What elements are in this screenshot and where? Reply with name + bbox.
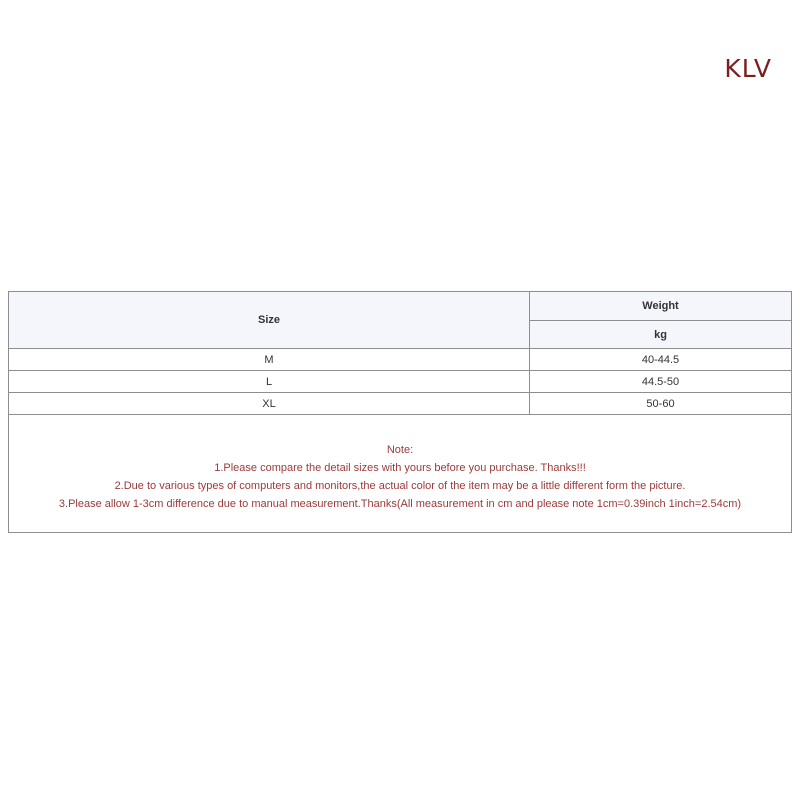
size-cell: L (9, 371, 530, 393)
weight-cell: 44.5-50 (530, 371, 792, 393)
table-row (9, 393, 792, 415)
size-chart-table (8, 291, 792, 533)
weight-cell: 50-60 (530, 393, 792, 415)
size-cell: XL (9, 393, 530, 415)
note-cell (9, 415, 792, 533)
note-line-1: 1.Please compare the detail sizes with yours before you purchase. Thanks!!! (214, 461, 586, 474)
note-line-2: 2.Due to various types of computers and monitors,the actual color of the item may be a little different form the picture. (114, 479, 686, 492)
note-title: Note: (386, 443, 414, 456)
note-line-3: 3.Please allow 1-3cm difference due to manual measurement.Thanks(All measurement in cm and please note 1cm=0.39inch 1inch=2.54cm) (58, 497, 742, 510)
weight-cell: 40-44.5 (530, 349, 792, 371)
weight-header: Weight (530, 292, 792, 321)
size-header: Size (9, 292, 530, 349)
table-header-row (9, 292, 792, 321)
table-row (9, 349, 792, 371)
unit-header: kg (530, 321, 792, 349)
table-row (9, 371, 792, 393)
size-cell: M (9, 349, 530, 371)
brand-logo: KLV (724, 54, 772, 83)
note-row (9, 415, 792, 533)
